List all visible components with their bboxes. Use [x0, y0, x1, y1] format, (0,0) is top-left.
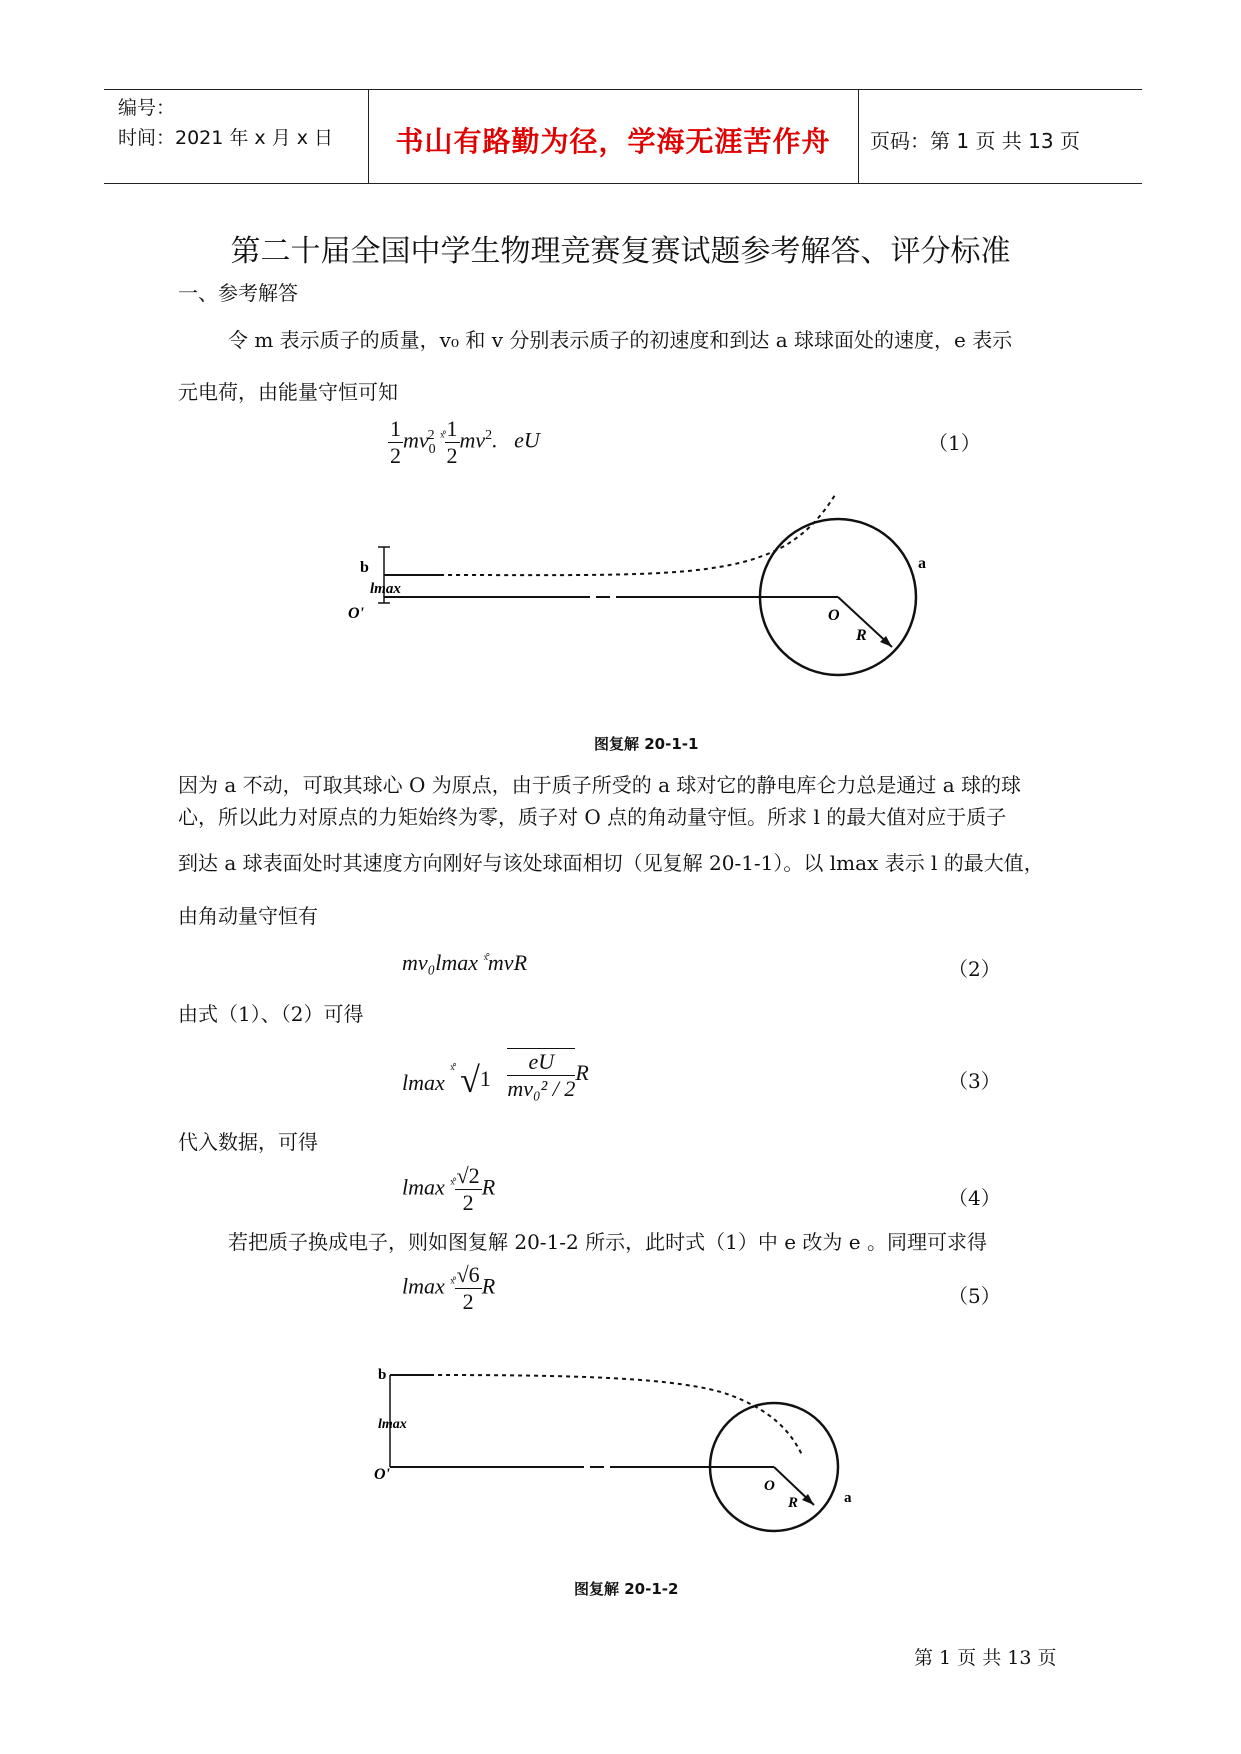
document-title: 第二十届全国中学生物理竞赛复赛试题参考解答、评分标准 [230, 234, 1011, 269]
header-divider-right [858, 89, 859, 184]
fig2-label-a: a [844, 1490, 852, 1506]
paragraph-1-line-1: 令 m 表示质子的质量，v₀ 和 v 分别表示质子的初速度和到达 a 球球面处的速度，e 表示 [228, 328, 1013, 352]
figure-20-1-1 [340, 495, 940, 685]
equation-1: $\frac{1}{2}$ $mv_0^2$ $^{ˣ̊}$ $\frac{1}{2}$ $mv^2$. eU [390, 416, 540, 468]
equation-4: lmax $^{ˣ̊}$ $\frac{√2}{2}$ R [402, 1163, 496, 1215]
header-bottom-rule [104, 183, 1142, 184]
figure-20-1-2 [370, 1355, 870, 1545]
paragraph-3: 由式（1）、（2）可得 [178, 1002, 364, 1026]
page-footer: 第 1 页 共 13 页 [914, 1647, 1057, 1669]
fig1-label-b: b [360, 559, 369, 576]
fig1-label-R: R [856, 627, 867, 644]
equation-number-2: （2） [948, 957, 1001, 981]
equation-3: lmax $^{ˣ̊}$ √1 $\frac{eU}{\text{mv₀² / 2}}$ R [402, 1049, 589, 1101]
header-page-number: 页码：第 1 页 共 13 页 [870, 129, 1080, 153]
header-meta [118, 93, 333, 153]
paragraph-2-line-2: 心，所以此力对原点的力矩始终为零，质子对 O 点的角动量守恒。所求 l 的最大值对应于质子 [178, 805, 1007, 829]
equation-number-3: （3） [948, 1069, 1001, 1093]
fig2-label-b: b [378, 1367, 387, 1383]
header-motto: 书山有路勤为径，学海无涯苦作舟 [395, 125, 831, 158]
paragraph-1-line-2: 元电荷，由能量守恒可知 [178, 380, 398, 404]
paragraph-5: 若把质子换成电子，则如图复解 20-1-2 所示，此时式（1）中 e 改为 e 。同理可求得 [228, 1230, 987, 1254]
fig2-label-lmax: lmax [378, 1417, 407, 1432]
header-time: 时间：2021 年 x 月 x 日 [118, 127, 334, 149]
equation-number-5: （5） [948, 1284, 1001, 1308]
header-number: 编号： [118, 97, 176, 119]
figure-2-caption: 图复解 20-1-2 [574, 1580, 679, 1598]
eq1-frac-left: $\frac{1}{2}$ [390, 416, 401, 468]
header-top-rule [104, 89, 1142, 90]
section-heading: 一、参考解答 [178, 281, 298, 305]
eq5-fraction: $\frac{√6}{2}$ [456, 1262, 480, 1314]
eq3-fraction: $\frac{eU}{\text{mv₀² / 2}}$ [507, 1049, 576, 1101]
equation-number-1: （1） [928, 431, 981, 455]
equation-number-4: （4） [948, 1186, 1001, 1210]
fig1-label-O-prime: O' [348, 605, 364, 622]
fig2-label-O-prime: O' [374, 1466, 390, 1483]
figure-1-caption: 图复解 20-1-1 [594, 735, 699, 753]
fig1-label-a: a [918, 555, 926, 572]
equation-2: mv₀lmax $^{ˣ̊}$mvR [402, 950, 528, 975]
paragraph-4: 代入数据，可得 [178, 1130, 318, 1154]
equation-5: lmax $^{ˣ̊}$ $\frac{√6}{2}$ R [402, 1262, 496, 1314]
paragraph-2-line-3: 到达 a 球表面处时其速度方向刚好与该处球面相切（见复解 20-1-1）。以 lmax 表示 l 的最大值， [178, 851, 1044, 875]
eq4-fraction: $\frac{√2}{2}$ [456, 1163, 480, 1215]
fig1-label-lmax: lmax [370, 581, 401, 597]
fig2-label-R: R [788, 1495, 799, 1511]
paragraph-2-line-4: 由角动量守恒有 [178, 904, 318, 928]
eq1-frac-right: $\frac{1}{2}$ [446, 416, 458, 468]
fig2-label-O: O [764, 1478, 775, 1494]
fig1-label-O: O [828, 607, 840, 624]
paragraph-2-line-1: 因为 a 不动，可取其球心 O 为原点，由于质子所受的 a 球对它的静电库仑力总是通过 a 球的球 [178, 773, 1022, 797]
